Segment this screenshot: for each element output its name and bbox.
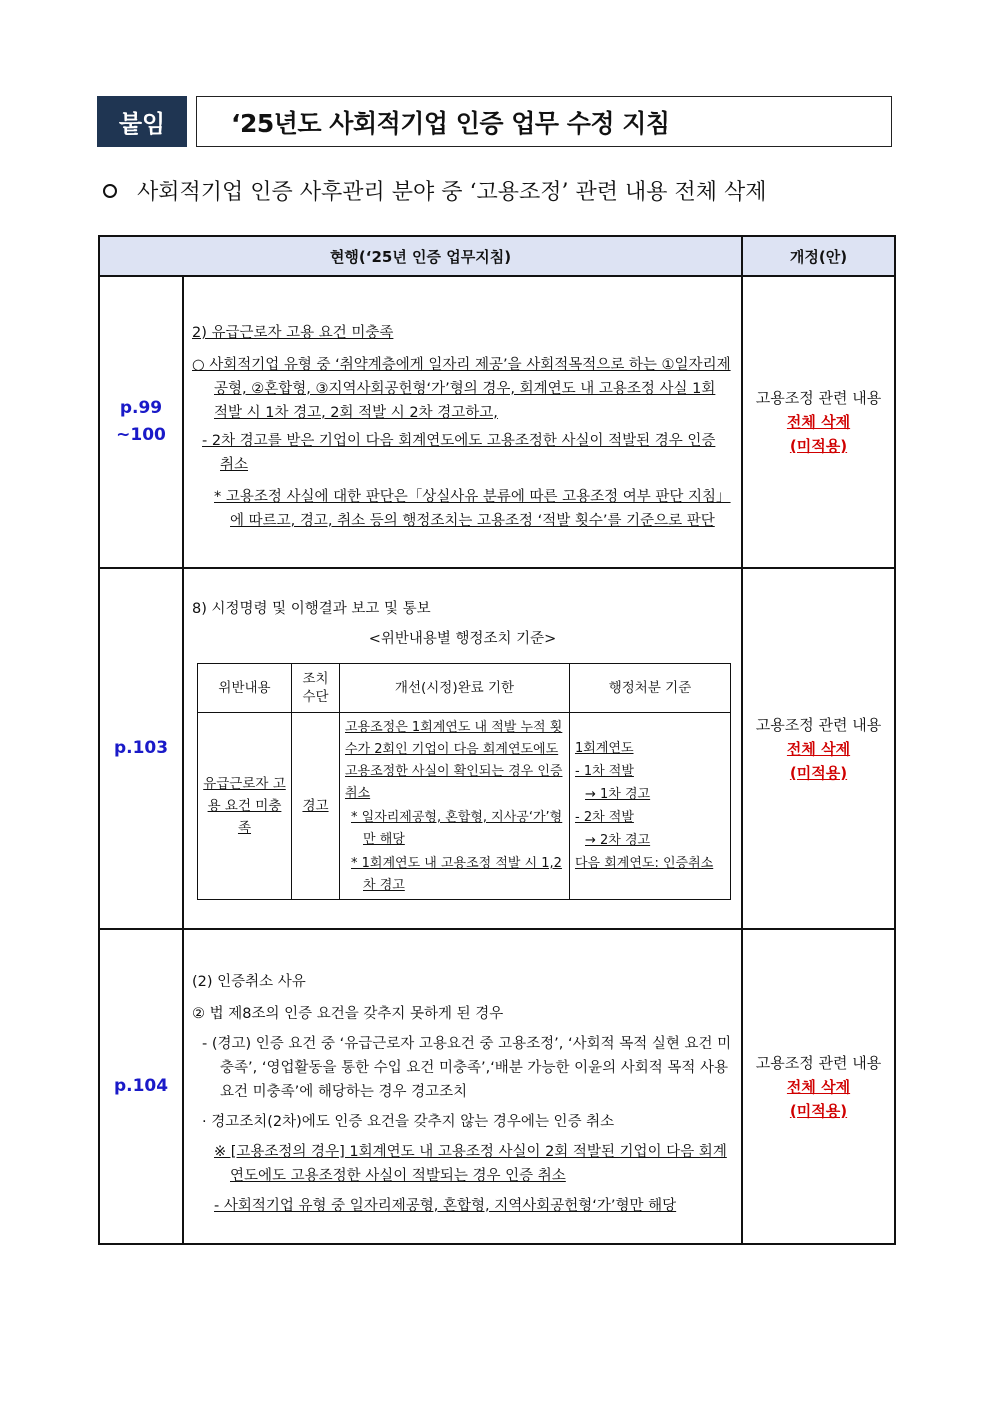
current-content — [183, 276, 742, 568]
inner-header: 조치수단 — [292, 664, 340, 713]
page-title: ‘25년도 사회적기업 인증 업무 수정 지침 — [231, 108, 670, 138]
inner-row — [198, 713, 731, 900]
criteria-text: → 2차 경고 — [585, 833, 651, 848]
revised-content — [742, 929, 895, 1244]
section-heading: 8) 시정명령 및 이행결과 보고 및 통보 — [192, 601, 431, 617]
current-content — [183, 568, 742, 929]
section-heading: 2) 유급근로자 고용 요건 미충족 — [192, 325, 394, 341]
revision-table — [98, 235, 896, 1245]
revised-content — [742, 276, 895, 568]
revised-label: 고용조정 관련 내용 — [755, 715, 882, 734]
note-text: ※ [고용조정의 경우] 1회계연도 내 고용조정 사실이 2회 적발된 기업이 다음 회계연도에도 고용조정한 사실이 적발되는 경우 인증 취소 — [214, 1143, 727, 1184]
deadline-note: * 1회계연도 내 고용조정 적발 시 1,2차 경고 — [351, 856, 562, 893]
criteria-text: 1회계연도 — [575, 741, 634, 756]
rule-text: - 2차 경고를 받은 기업이 다음 회계연도에도 고용조정한 사실이 적발된 경우 인증 취소 — [202, 433, 716, 473]
delete-label: 전체 삭제 — [786, 1077, 851, 1096]
penalty-criteria-table — [197, 663, 731, 900]
criteria-text: → 1차 경고 — [585, 787, 651, 802]
revised-label: 고용조정 관련 내용 — [755, 1053, 882, 1072]
inner-header-row — [198, 664, 731, 713]
not-applied-label: (미적용) — [789, 437, 848, 455]
deadline-text: 고용조정은 1회계연도 내 적발 누적 횟수가 2회인 기업이 다음 회계연도에도 고용조정한 사실이 확인되는 경우 인증취소 — [345, 720, 563, 801]
inner-header: 개선(시정)완료 기한 — [340, 664, 570, 713]
inner-header: 위반내용 — [198, 664, 292, 713]
table-header-row — [99, 236, 895, 276]
delete-label: 전체 삭제 — [786, 413, 851, 431]
revised-label: 고용조정 관련 내용 — [755, 389, 882, 407]
not-applied-label: (미적용) — [789, 1101, 848, 1120]
summary-line — [103, 175, 766, 206]
delete-label: 전체 삭제 — [786, 739, 851, 758]
rule-text: - (경고) 인증 요건 중 ‘유급근로자 고용요건 중 고용조정’, ‘사회적 목적 실현 요건 미충족’, ‘영업활동을 통한 수입 요건 미충족’,‘배분 가능한 이윤의 사회적 목적 사용 요건 미충족’에 해당하는 경우 경고조치 — [202, 1035, 732, 1100]
note-text: * 고용조정 사실에 대한 판단은「상실사유 분류에 따른 고용조정 여부 판단 지침」에 따르고, 경고, 취소 등의 행정조치는 고용조정 ‘적발 횟수’를 기준으로 판단 — [214, 489, 731, 529]
sub-heading: <위반내용별 행정조치 기준> — [368, 631, 557, 647]
revised-content — [742, 568, 895, 929]
rule-text: ○ 사회적기업 유형 중 ‘취약계층에게 일자리 제공’을 사회적목적으로 하는 ①일자리제공형, ②혼합형, ③지역사회공헌형‘가’형의 경우, 회계연도 내 고용조정 사실 1회 적발 시 1차 경고, 2회 적발 시 2차 경고하고, — [192, 357, 731, 421]
note-text: - 사회적기업 유형 중 일자리제공형, 혼합형, 지역사회공헌형‘가’형만 해당 — [214, 1197, 677, 1214]
title-box — [196, 96, 892, 147]
measure-text: 경고 — [302, 798, 329, 814]
table-row — [99, 568, 895, 929]
section-heading: (2) 인증취소 사유 — [192, 973, 306, 990]
criteria-text: 다음 회계연도: 인증취소 — [575, 856, 714, 871]
summary-text: 사회적기업 인증 사후관리 분야 중 ‘고용조정’ 관련 내용 전체 삭제 — [137, 180, 767, 205]
rule-text: ② 법 제8조의 인증 요건을 갖추지 못하게 된 경우 — [192, 1005, 504, 1022]
header-revised: 개정(안) — [742, 236, 895, 276]
page-ref — [99, 929, 183, 1244]
criteria-text: - 2차 적발 — [575, 810, 634, 825]
page-ref-text: ~100 — [116, 425, 166, 445]
page-ref — [99, 276, 183, 568]
criteria-text: - 1차 적발 — [575, 764, 634, 779]
not-applied-label: (미적용) — [789, 763, 848, 782]
table-row — [99, 276, 895, 568]
header-current: 현행(‘25년 인증 업무지침) — [99, 236, 742, 276]
page-ref-text: p.99 — [119, 398, 163, 418]
attachment-tag: 붙임 — [97, 96, 187, 147]
deadline-note: * 일자리제공형, 혼합형, 지사공‘가’형만 해당 — [351, 810, 563, 847]
inner-header: 행정처분 기준 — [570, 664, 731, 713]
table-row — [99, 929, 895, 1244]
current-content — [183, 929, 742, 1244]
violation-text: 유급근로자 고용 요건 미충족 — [203, 776, 286, 836]
page-ref-text: p.104 — [113, 1076, 169, 1096]
rule-text: · 경고조치(2차)에도 인증 요건을 갖추지 않는 경우에는 인증 취소 — [202, 1113, 615, 1130]
page-ref — [99, 568, 183, 929]
circle-bullet-icon — [103, 184, 117, 198]
page-ref-text: p.103 — [113, 738, 169, 758]
